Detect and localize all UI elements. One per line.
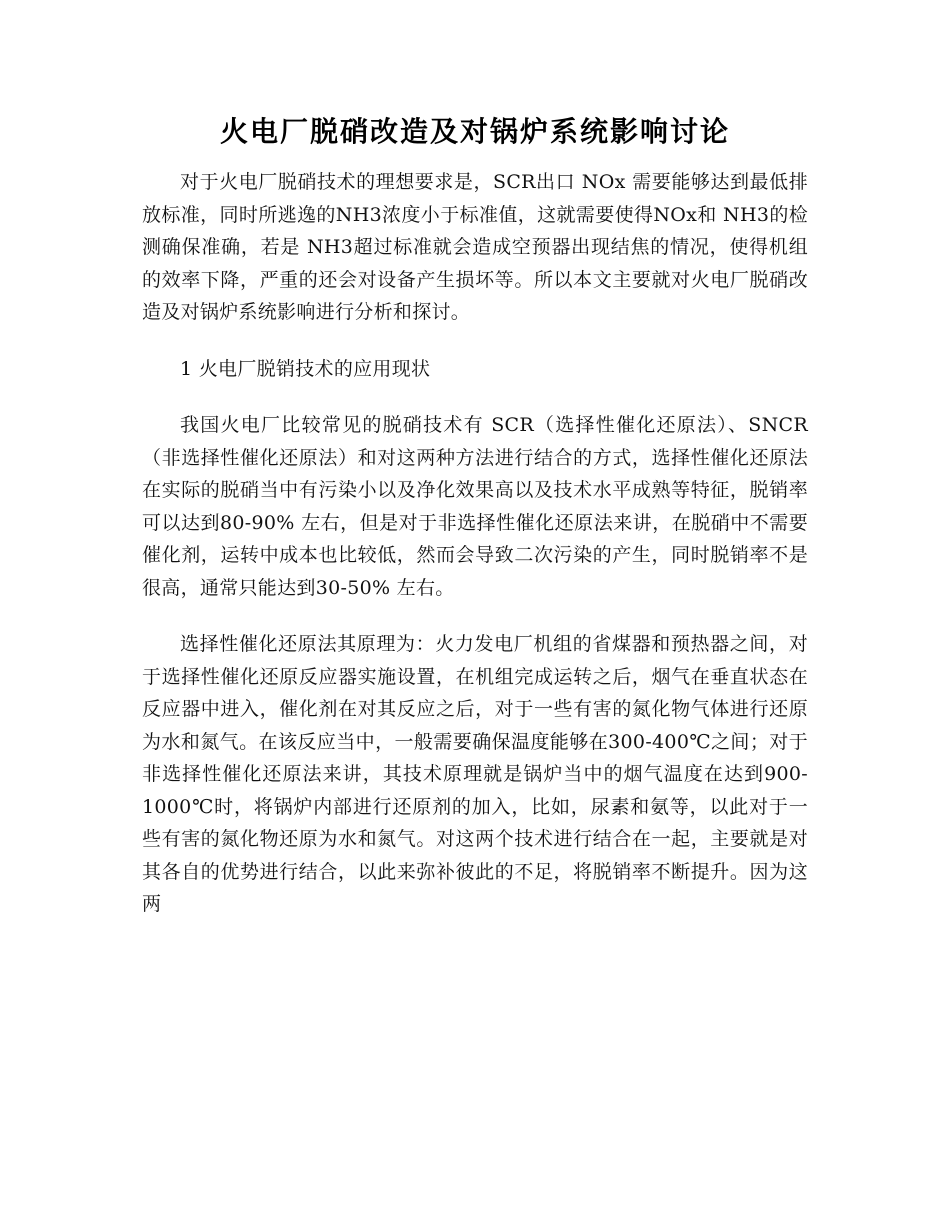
body-paragraph-technologies: 我国火电厂比较常见的脱硝技术有 SCR（选择性催化还原法）、SNCR（非选择性催化还原法）和对这两种方法进行结合的方式，选择性催化还原法在实际的脱硝当中有污染小以及净化效果高以及技术水平成熟等特征，脱销率可以达到80-90% 左右，但是对于非选择性催化还原法来讲，在脱硝中不需要催化剂，运转中成本也比较低，然而会导致二次污染的产生，同时脱销率不是很高，通常只能达到30-50% 左右。 <box>142 414 808 599</box>
document-title: 火电厂脱硝改造及对锅炉系统影响讨论 <box>219 115 730 148</box>
intro-paragraph: 对于火电厂脱硝技术的理想要求是，SCR出口 NOx 需要能够达到最低排放标准，同时所逃逸的NH3浓度小于标准值，这就需要使得NOx和 NH3的检测确保准确，若是 NH3超过标准就会造成空预器出现结焦的情况，使得机组的效率下降，严重的还会对设备产生损坏等。所以本文主要就对火电厂脱硝改造及对锅炉系统影响进行分析和探讨。 <box>142 171 808 323</box>
body-paragraph-principles: 选择性催化还原法其原理为：火力发电厂机组的省煤器和预热器之间，对于选择性催化还原反应器实施设置，在机组完成运转之后，烟气在垂直状态在反应器中进入，催化剂在对其反应之后，对于一些有害的氮化物气体进行还原为水和氮气。在该反应当中，一般需要确保温度能够在300-400℃之间；对于非选择性催化还原法来讲，其技术原理就是锅炉当中的烟气温度在达到900-1000℃时，将锅炉内部进行还原剂的加入，比如，尿素和氨等，以此对于一些有害的氮化物还原为水和氮气。对这两个技术进行结合在一起，主要就是对其各自的优势进行结合，以此来弥补彼此的不足，将脱销率不断提升。因为这两 <box>142 633 808 915</box>
section-heading: 1 火电厂脱销技术的应用现状 <box>180 357 431 380</box>
document-body <box>142 166 808 945</box>
